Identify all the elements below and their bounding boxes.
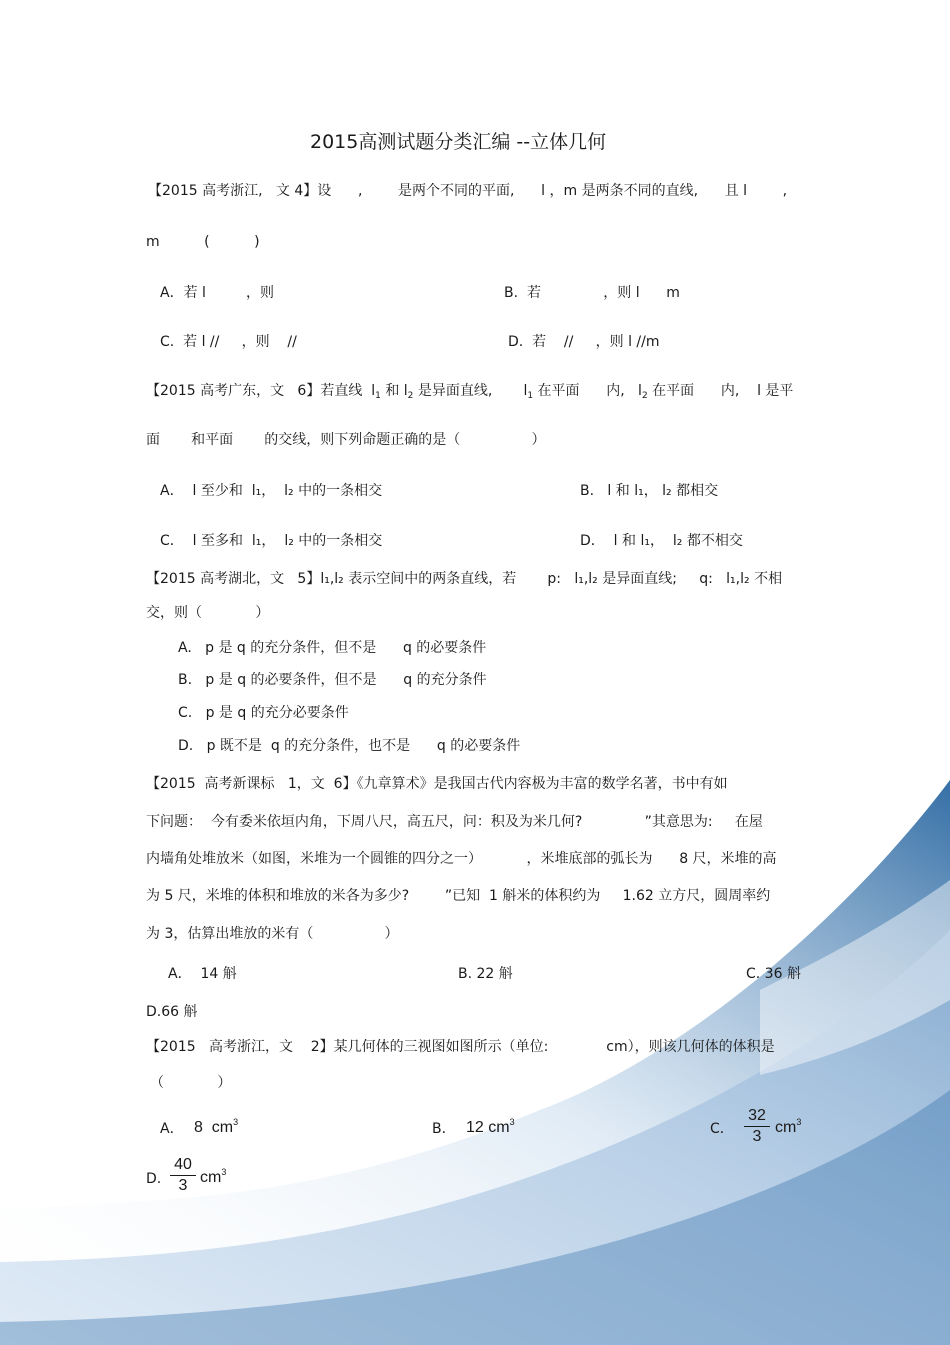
q4-stem-line3: 内墙角处堆放米（如图，米堆为一个圆锥的四分之一） ，米堆底部的弧长为 8 尺，米堆的高 [146, 851, 777, 867]
q5-option-b-value: 12 $cm^3$ [466, 1117, 515, 1136]
q1-stem-line2: m ( ) [146, 234, 260, 250]
q4-stem-line2: 下问题： 今有委米依垣内角，下周八尺，高五尺，问：积及为米几何? ”其意思为: 在屋 [146, 814, 763, 830]
q5-option-c-unit: $cm^3$ [775, 1117, 802, 1136]
q5-option-d-label: D. [146, 1171, 162, 1187]
q5-option-d-unit: $cm^3$ [200, 1167, 227, 1186]
q4-stem-line1: 【2015 高考新课标 1，文 6】《九章算术》是我国古代内容极为丰富的数学名著，书中有如 [146, 776, 728, 792]
q3-option-a: A. p 是 q 的充分条件，但不是 q 的必要条件 [178, 640, 487, 656]
q4-option-b: B. 22 斛 [458, 966, 513, 982]
q5-stem-line1: 【2015 高考浙江，文 2】某几何体的三视图如图所示（单位: cm），则该几何体的体积是 [146, 1039, 775, 1055]
q2-stem-line2: 面 和平面 的交线，则下列命题正确的是（ ） [146, 432, 546, 448]
q5-option-c-label: C． [710, 1121, 734, 1137]
q5-option-c-fraction: 32 3 [742, 1107, 772, 1146]
q2-option-d: D． l 和 l₁， l₂ 都不相交 [580, 533, 743, 549]
q1-option-b: B. 若 ，则 l m [504, 285, 680, 301]
q4-option-c: C. 36 斛 [746, 966, 801, 982]
q1-option-c: C. 若 l // ，则 // [160, 334, 297, 350]
q4-option-d: D.66 斛 [146, 1004, 198, 1020]
q5-option-d-fraction: 40 3 [168, 1156, 198, 1195]
q2-option-a: A． l 至少和 l₁， l₂ 中的一条相交 [160, 483, 383, 499]
q3-option-d: D. p 既不是 q 的充分条件，也不是 q 的必要条件 [178, 738, 521, 754]
q5-option-b-label: B． [432, 1121, 456, 1137]
q3-option-b: B. p 是 q 的必要条件，但不是 q 的充分条件 [178, 672, 487, 688]
q3-stem-line2: 交，则（ ） [146, 605, 270, 621]
q1-stem-line1: 【2015 高考浙江, 文 4】设 , 是两个不同的平面, l ，m 是两条不同的直线, 且 l , [148, 183, 788, 199]
q2-option-b: B. l 和 l₁， l₂ 都相交 [580, 483, 719, 499]
q1-option-a: A．若 l ，则 [160, 285, 274, 301]
q4-option-a: A． 14 斛 [168, 966, 237, 982]
q4-stem-line4: 为 5 尺，米堆的体积和堆放的米各为多少? ”已知 1 斛米的体积约为 1.62 立方尺，圆周率约 [146, 888, 771, 904]
q3-option-c: C. p 是 q 的充分必要条件 [178, 705, 349, 721]
q3-stem-line1: 【2015 高考湖北，文 5】l₁,l₂ 表示空间中的两条直线，若 p: l₁,l₂ 是异面直线; q: l₁,l₂ 不相 [146, 571, 783, 587]
q2-option-c: C． l 至多和 l₁， l₂ 中的一条相交 [160, 533, 383, 549]
q5-stem-line2: （ ） [150, 1075, 232, 1091]
q1-option-d: D. 若 // ，则 l //m [508, 334, 660, 350]
q2-stem-line1: 【2015 高考广东，文 6】若直线 $l_1$ 和 $l_2$ 是异面直线, $l_1$ 在平面 内, $l_2$ 在平面 内, l 是平 [146, 383, 794, 401]
page-title: 2015高测试题分类汇编 --立体几何 [310, 131, 607, 153]
q5-option-a-label: A． [160, 1121, 184, 1137]
q5-option-a-value: 8 $cm^3$ [194, 1117, 239, 1136]
q4-stem-line5: 为 3，估算出堆放的米有（ ） [146, 926, 399, 942]
